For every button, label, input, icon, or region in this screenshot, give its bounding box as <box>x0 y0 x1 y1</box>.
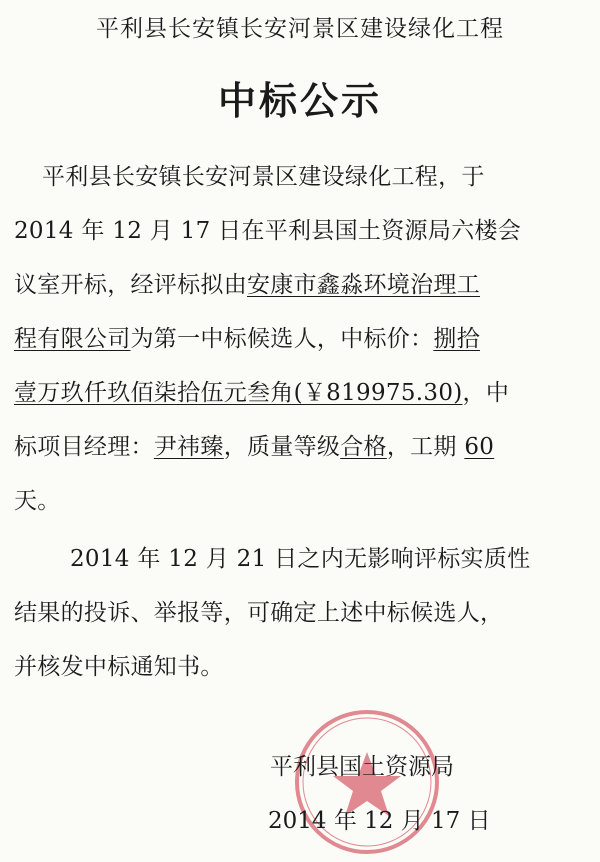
winning-company-part-1: 安康市鑫淼环境治理工 <box>247 272 480 298</box>
text-segment: 议室开标，经评标拟由 <box>14 272 247 298</box>
paragraph-1-line-5 <box>14 374 586 407</box>
paragraph-1-line-6 <box>14 428 586 461</box>
issue-date: 2014 年 12 月 17 日 <box>268 808 491 834</box>
quality-grade: 合格 <box>340 434 387 460</box>
paragraph-2-line-3: 并核发中标通知书。 <box>14 654 224 680</box>
duration-days: 60 <box>464 434 495 460</box>
paragraph-1-line-1: 平利县长安镇长安河景区建设绿化工程，于 <box>42 164 485 190</box>
paragraph-2-line-2: 结果的投诉、举报等，可确定上述中标候选人， <box>14 600 504 626</box>
project-heading: 平利县长安镇长安河景区建设绿化工程 <box>96 16 504 42</box>
winning-company-part-2: 程有限公司 <box>14 326 131 352</box>
paragraph-1-line-2: 2014 年 12 月 17 日在平利县国土资源局六楼会 <box>14 218 522 244</box>
text-segment: 为第一中标候选人，中标价： <box>130 326 434 352</box>
text-segment: ，工期 <box>386 434 465 460</box>
paragraph-2-line-1: 2014 年 12 月 21 日之内无影响评标实质性 <box>70 546 531 572</box>
bid-price-part-1: 捌拾 <box>433 326 481 352</box>
bid-price-part-2: 壹万玖仟玖佰柒拾伍元叁角(￥819975.30) <box>14 380 463 406</box>
text-segment: ，中 <box>462 380 510 406</box>
text-segment: 标项目经理： <box>14 434 154 460</box>
notice-title: 中标公示 <box>217 79 382 123</box>
text-segment: ，质量等级 <box>223 434 341 460</box>
paragraph-1-line-4 <box>14 320 586 353</box>
paragraph-1-line-7: 天。 <box>14 488 61 514</box>
paragraph-1-line-3 <box>14 266 586 299</box>
issuing-organization: 平利县国土资源局 <box>270 754 454 780</box>
project-manager: 尹祎臻 <box>153 434 224 460</box>
